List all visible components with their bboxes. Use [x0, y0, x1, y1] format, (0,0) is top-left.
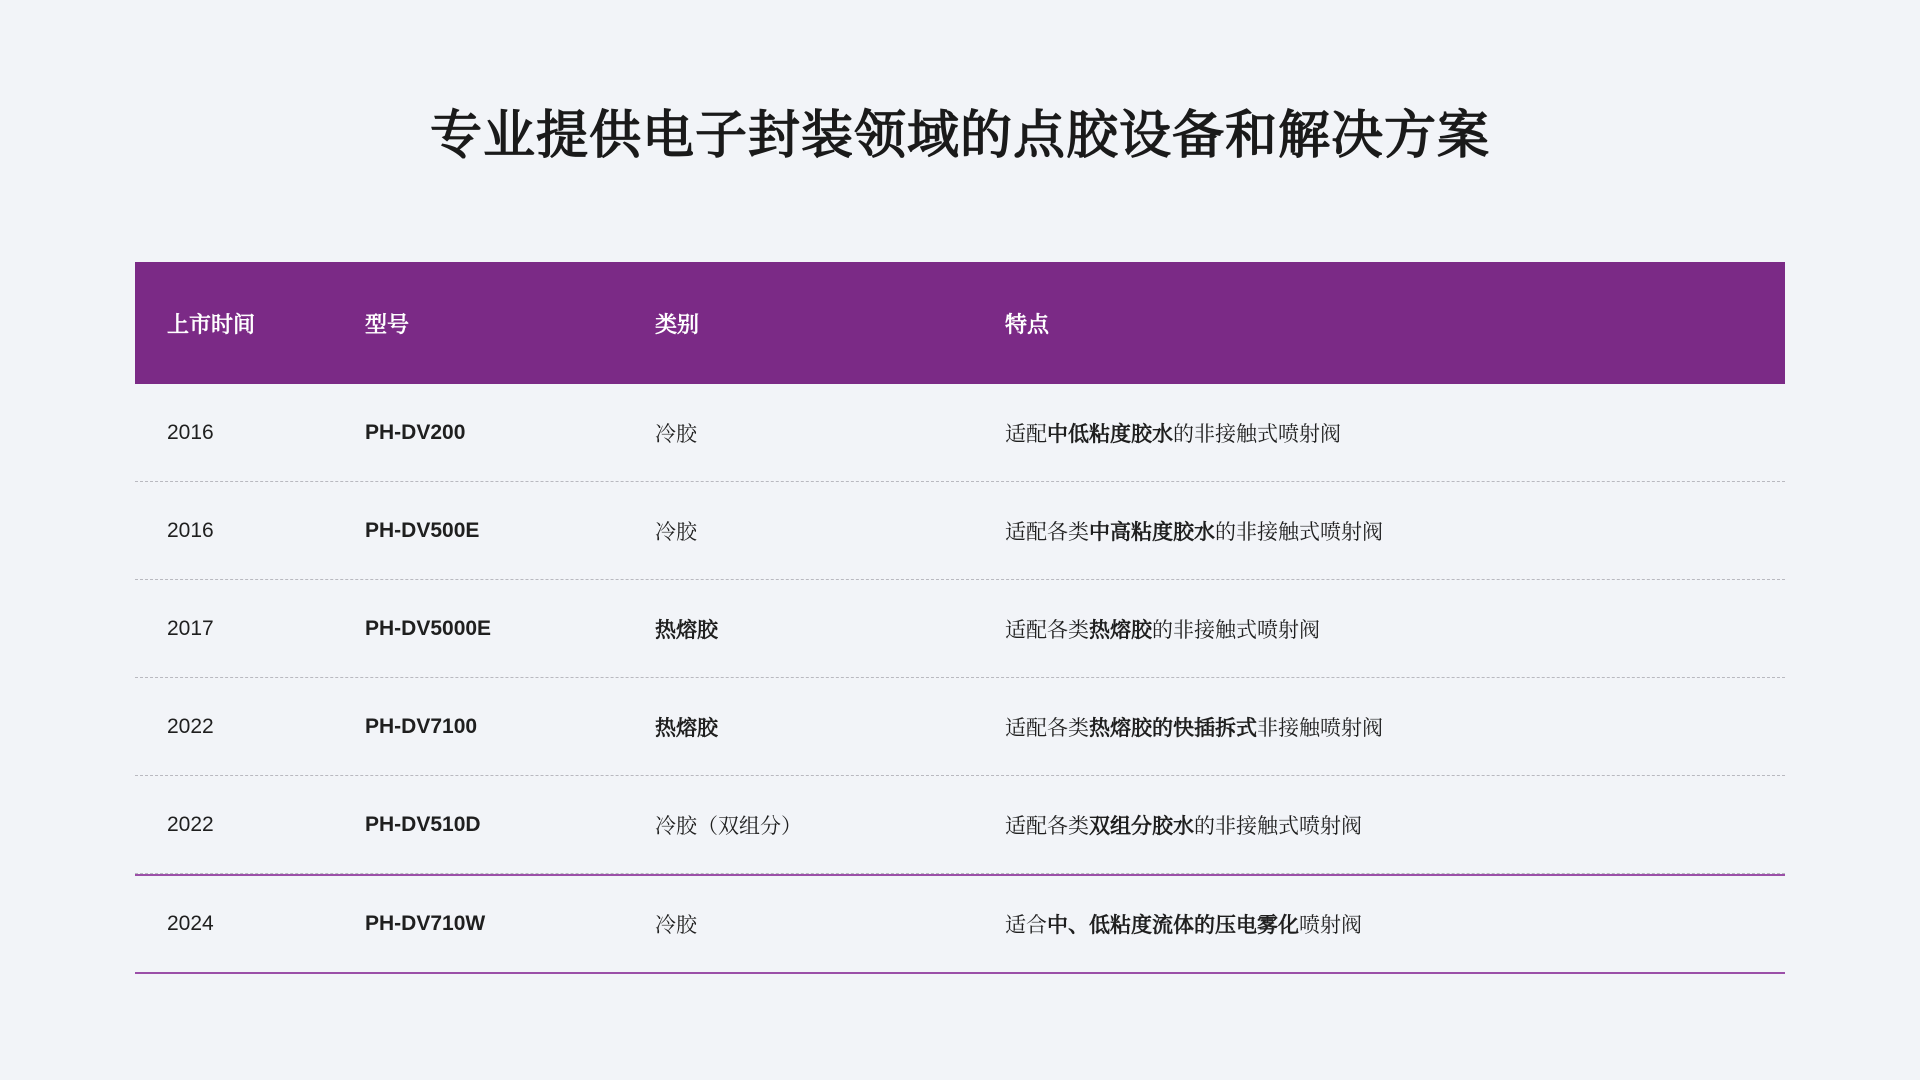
cell-model: PH-DV710W — [365, 912, 486, 936]
feature-segment: 适配各类 — [1005, 814, 1089, 838]
feature-segment: 非接触喷射阀 — [1257, 716, 1383, 740]
column-header-category: 类别 — [655, 311, 700, 337]
table-row — [135, 776, 1785, 874]
column-header-launch-year: 上市时间 — [167, 311, 256, 337]
cell-category: 冷胶 — [655, 520, 697, 544]
table-row — [135, 580, 1785, 678]
feature-segment: 热熔胶的快插拆式 — [1089, 716, 1257, 740]
feature-segment: 适配各类 — [1005, 716, 1089, 740]
table-body — [135, 384, 1785, 972]
cell-model: PH-DV500E — [365, 518, 480, 542]
cell-category: 冷胶 — [655, 422, 697, 446]
column-header-features: 特点 — [1005, 311, 1050, 337]
feature-segment: 的非接触式喷射阀 — [1194, 814, 1362, 838]
table-row — [135, 678, 1785, 776]
feature-segment: 的非接触式喷射阀 — [1152, 618, 1320, 642]
cell-launch-year: 2024 — [167, 912, 214, 936]
column-header-model: 型号 — [365, 311, 410, 337]
cell-features — [1005, 909, 1785, 939]
feature-segment: 中低粘度胶水 — [1047, 422, 1173, 446]
cell-category: 冷胶 — [655, 914, 697, 938]
cell-category: 热熔胶 — [655, 618, 718, 642]
feature-segment: 中、低粘度流体的压电雾化 — [1047, 914, 1299, 938]
feature-segment: 适合 — [1005, 914, 1047, 938]
cell-launch-year: 2016 — [167, 518, 214, 542]
cell-features — [1005, 810, 1785, 840]
feature-segment: 适配 — [1005, 422, 1047, 446]
cell-category: 冷胶（双组分） — [655, 814, 802, 838]
feature-segment: 双组分胶水 — [1089, 814, 1194, 838]
cell-features — [1005, 614, 1785, 644]
cell-model: PH-DV510D — [365, 812, 481, 836]
cell-features — [1005, 516, 1785, 546]
feature-segment: 适配各类 — [1005, 520, 1089, 544]
table-header-row — [135, 262, 1785, 384]
product-table — [135, 262, 1785, 974]
cell-launch-year: 2022 — [167, 812, 214, 836]
feature-segment: 热熔胶 — [1089, 618, 1152, 642]
feature-segment: 的非接触式喷射阀 — [1173, 422, 1341, 446]
table-bottom-rule — [135, 972, 1785, 974]
cell-features — [1005, 418, 1785, 448]
cell-model: PH-DV5000E — [365, 616, 492, 640]
feature-segment: 适配各类 — [1005, 618, 1089, 642]
table-row — [135, 482, 1785, 580]
feature-segment: 中高粘度胶水 — [1089, 520, 1215, 544]
cell-model: PH-DV7100 — [365, 714, 478, 738]
table-row — [135, 874, 1785, 972]
cell-launch-year: 2016 — [167, 420, 214, 444]
cell-launch-year: 2022 — [167, 714, 214, 738]
cell-features — [1005, 712, 1785, 742]
cell-category: 热熔胶 — [655, 716, 718, 740]
cell-model: PH-DV200 — [365, 420, 466, 444]
cell-launch-year: 2017 — [167, 616, 214, 640]
page-title: 专业提供电子封装领域的点胶设备和解决方案 — [429, 107, 1490, 165]
table-row — [135, 384, 1785, 482]
feature-segment: 的非接触式喷射阀 — [1215, 520, 1383, 544]
feature-segment: 喷射阀 — [1299, 914, 1362, 938]
